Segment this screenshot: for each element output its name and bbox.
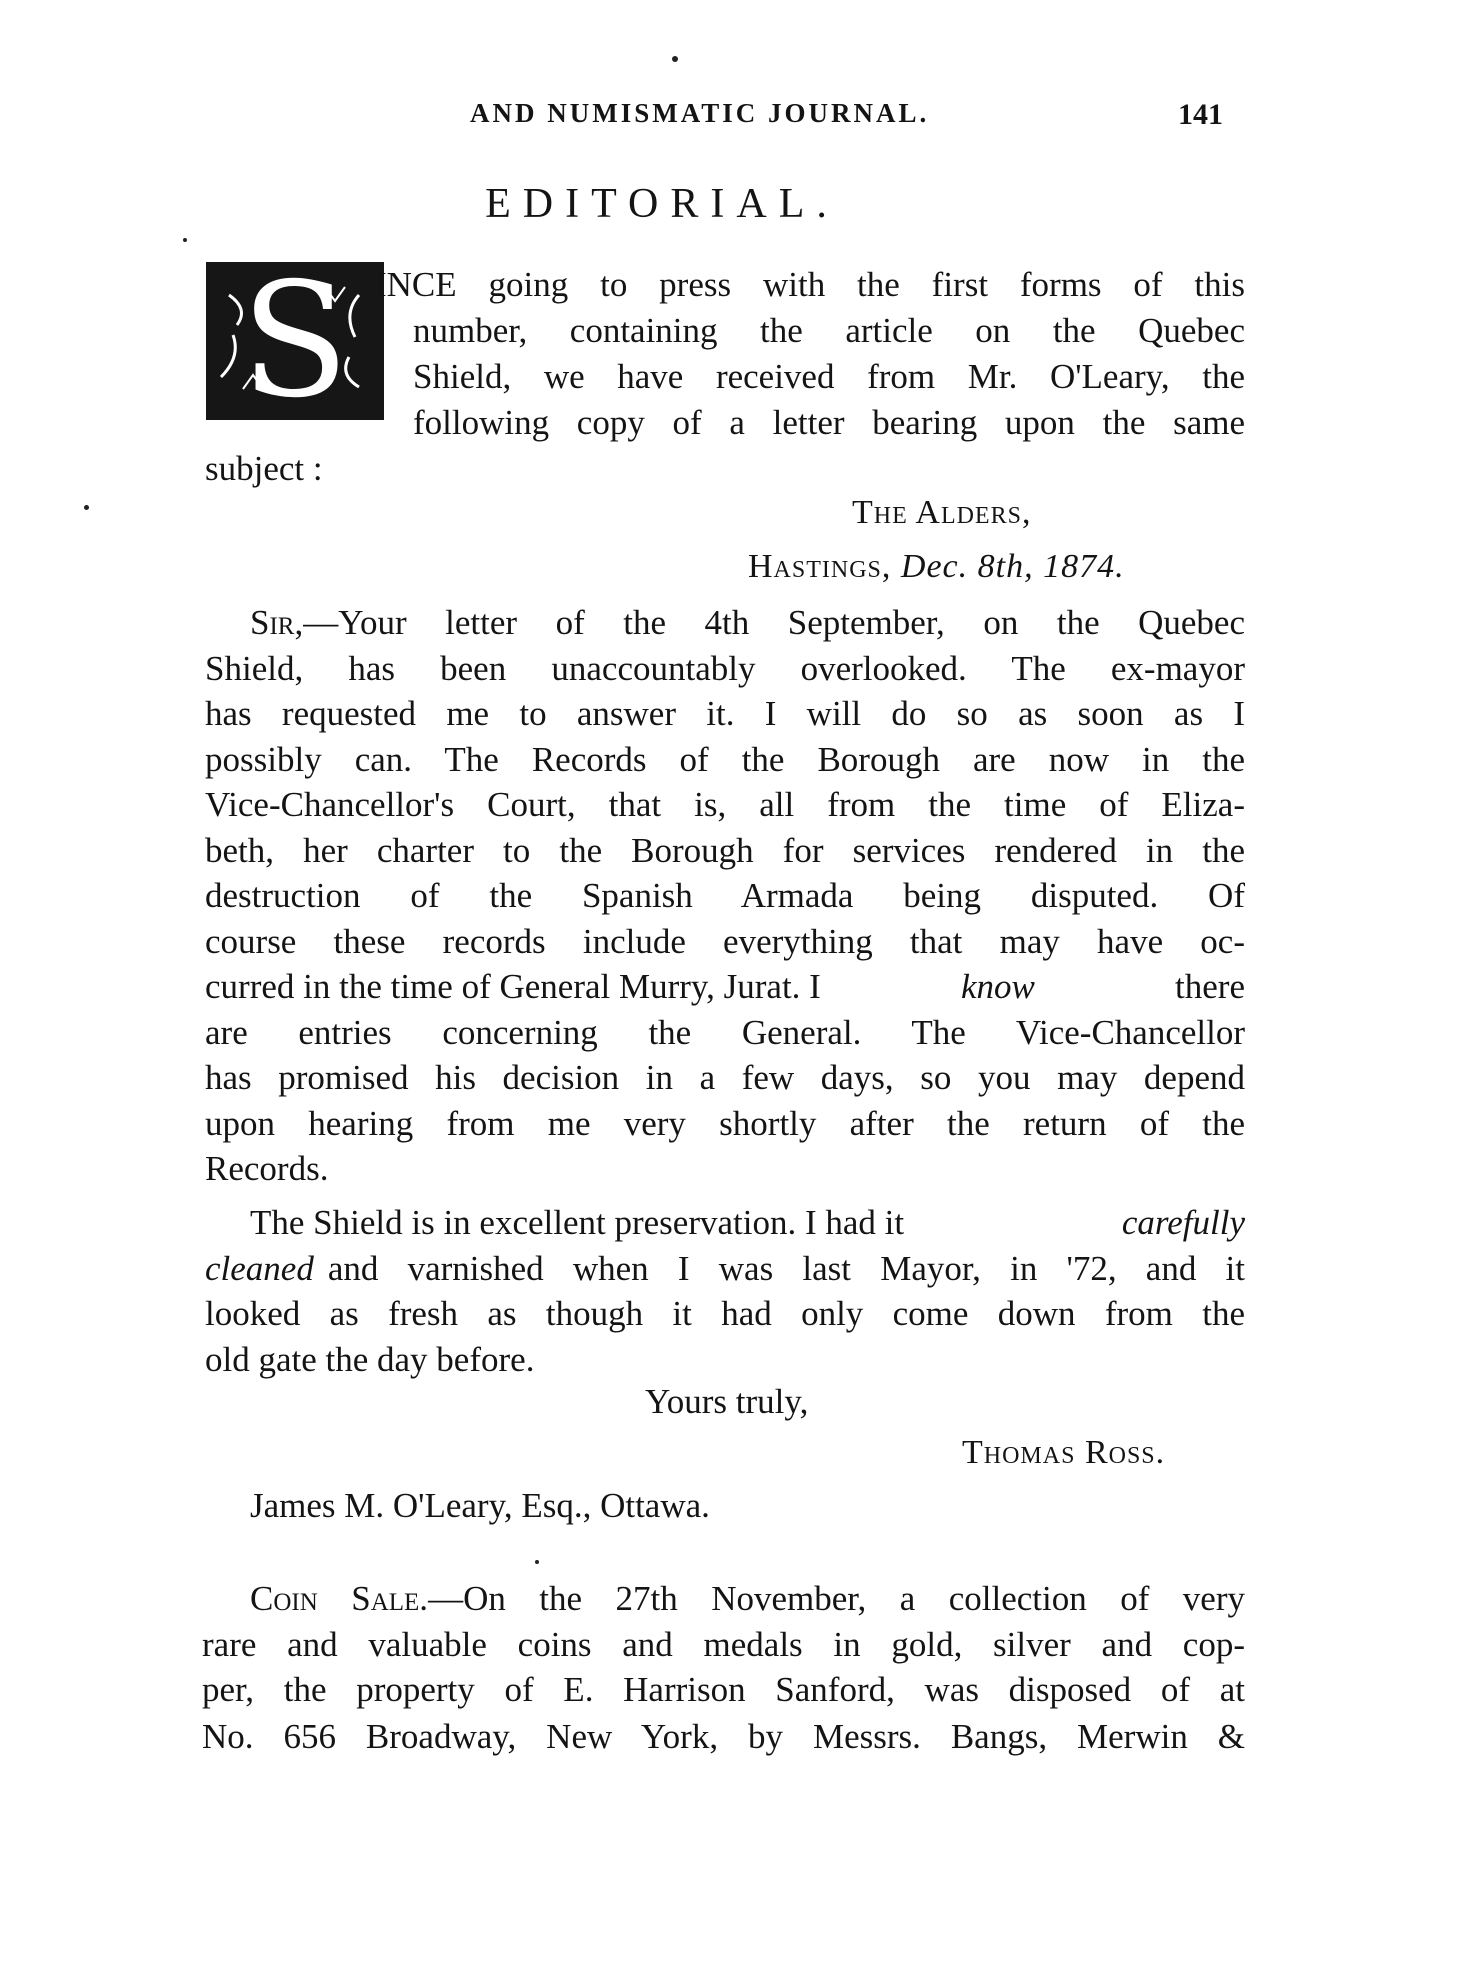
ink-speck	[183, 238, 187, 242]
coin-sale-line: rare and valuable coins and medals in gold, silver and cop-	[202, 1624, 1245, 1664]
intro-line: Shield, we have received from Mr. O'Leary, the	[413, 357, 1245, 396]
letter-address-house: The Alders,	[852, 494, 1032, 531]
letter-line-text: —Your letter of the 4th September, on the Quebec	[303, 603, 1245, 642]
letter-line-text: there	[1175, 967, 1245, 1006]
letter-line	[205, 1246, 1245, 1292]
salutation: Sir,	[250, 603, 304, 642]
letter-line-text: and varnished when I was last Mayor, in '72, and it	[327, 1248, 1245, 1288]
page-number: 141	[1178, 98, 1223, 131]
letter-closing: Yours truly,	[645, 1382, 809, 1421]
letter-line: looked as fresh as though it had only come down from the	[205, 1294, 1245, 1333]
letter-line: possibly can. The Records of the Borough are now in the	[205, 739, 1245, 779]
letter-line: course these records include everything that may have oc-	[205, 921, 1245, 961]
letter-line: has requested me to answer it. I will do so as soon as I	[205, 694, 1245, 733]
coin-sale-line: No. 656 Broadway, New York, by Messrs. Bangs, Merwin &	[202, 1717, 1245, 1756]
letter-recipient: James M. O'Leary, Esq., Ottawa.	[250, 1486, 710, 1525]
letter-line	[250, 1200, 1245, 1246]
letter-address-date-line	[748, 548, 1125, 586]
emphasis-carefully: carefully	[1121, 1203, 1245, 1242]
letter-signature: Thomas Ross.	[962, 1434, 1166, 1471]
letter-line-text: curred in the time of General Murry, Jurat. I	[205, 967, 821, 1006]
coin-sale-heading: Coin Sale.	[250, 1579, 429, 1618]
coin-sale-line	[250, 1576, 1245, 1622]
intro-line: number, containing the article on the Quebec	[413, 311, 1245, 350]
dropcap-letter: S	[240, 249, 350, 433]
journal-title: AND NUMISMATIC JOURNAL.	[470, 98, 930, 128]
letter-line: has promised his decision in a few days, so you may depend	[205, 1058, 1245, 1097]
letter-line	[205, 964, 1245, 1010]
intro-line: following copy of a letter bearing upon the same	[413, 403, 1245, 442]
letter-line: Shield, has been unaccountably overlooked. The ex-mayor	[205, 648, 1245, 688]
letter-line: destruction of the Spanish Armada being disputed. Of	[205, 876, 1245, 915]
letter-address-place: Hastings,	[748, 548, 892, 585]
ink-speck	[672, 56, 678, 62]
coin-sale-line: per, the property of E. Harrison Sanford, was disposed of at	[202, 1670, 1245, 1709]
intro-line: INCE going to press with the first forms of this	[375, 265, 1245, 304]
intro-line: subject :	[205, 449, 323, 488]
ink-speck	[84, 505, 89, 510]
letter-date: Dec. 8th, 1874.	[900, 548, 1125, 585]
letter-line	[250, 600, 1245, 646]
letter-line: upon hearing from me very shortly after the return of the	[205, 1103, 1245, 1143]
letter-line: are entries concerning the General. The Vice-Chancellor	[205, 1012, 1245, 1052]
letter-line: Vice-Chancellor's Court, that is, all from the time of Eliza-	[205, 785, 1245, 824]
letter-line: beth, her charter to the Borough for services rendered in the	[205, 830, 1245, 870]
section-title: EDITORIAL.	[485, 181, 839, 227]
letter-line: old gate the day before.	[205, 1339, 535, 1379]
letter-line: Records.	[205, 1149, 329, 1188]
emphasis-know: know	[961, 967, 1035, 1006]
coin-sale-line-text: —On the 27th November, a collection of very	[428, 1579, 1246, 1618]
letter-line-text: The Shield is in excellent preservation. I had it	[250, 1203, 905, 1242]
ink-speck	[535, 1560, 539, 1564]
running-header	[0, 98, 1461, 138]
emphasis-cleaned: cleaned	[205, 1248, 314, 1288]
intro-paragraph	[205, 249, 1245, 492]
